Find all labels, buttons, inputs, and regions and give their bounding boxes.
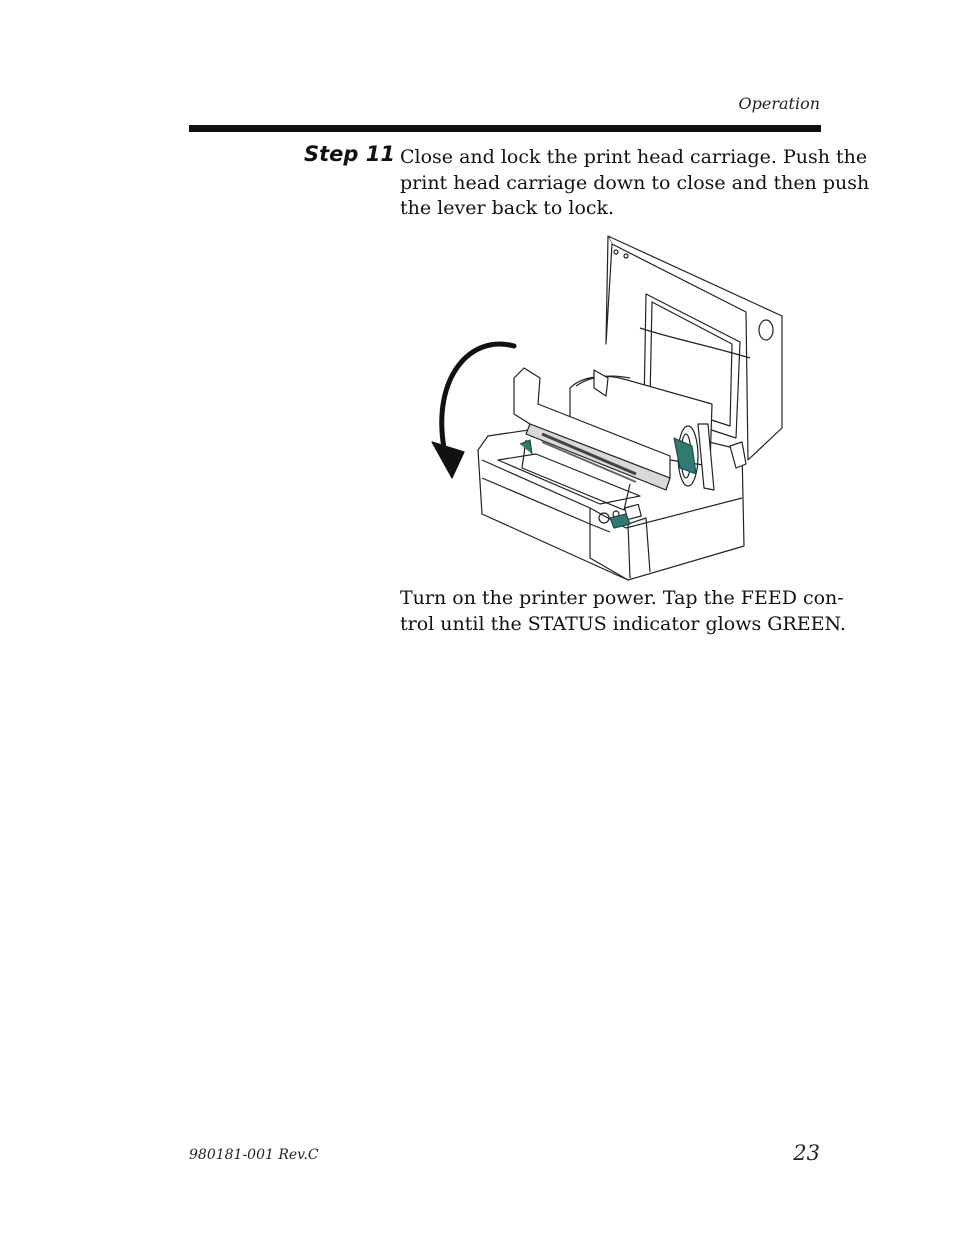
instruction-line: the lever back to lock. xyxy=(400,197,615,219)
note-line: Turn on the printer power. Tap the FEED con- xyxy=(400,587,844,609)
instruction-line: print head carriage down to close and then push xyxy=(400,171,870,194)
page-number: 23 xyxy=(793,1141,820,1165)
note-line: trol until the STATUS indicator glows GREEN. xyxy=(400,612,846,635)
header-rule xyxy=(189,125,821,132)
running-header: Operation xyxy=(738,94,820,113)
power-on-note xyxy=(400,586,846,637)
instruction-line: Close and lock the print head carriage. Push the xyxy=(400,146,868,168)
printer-illustration xyxy=(430,228,790,588)
document-number: 980181-001 Rev.C xyxy=(189,1147,319,1163)
step-label: Step 11 xyxy=(304,142,395,166)
step-instruction xyxy=(400,145,870,222)
